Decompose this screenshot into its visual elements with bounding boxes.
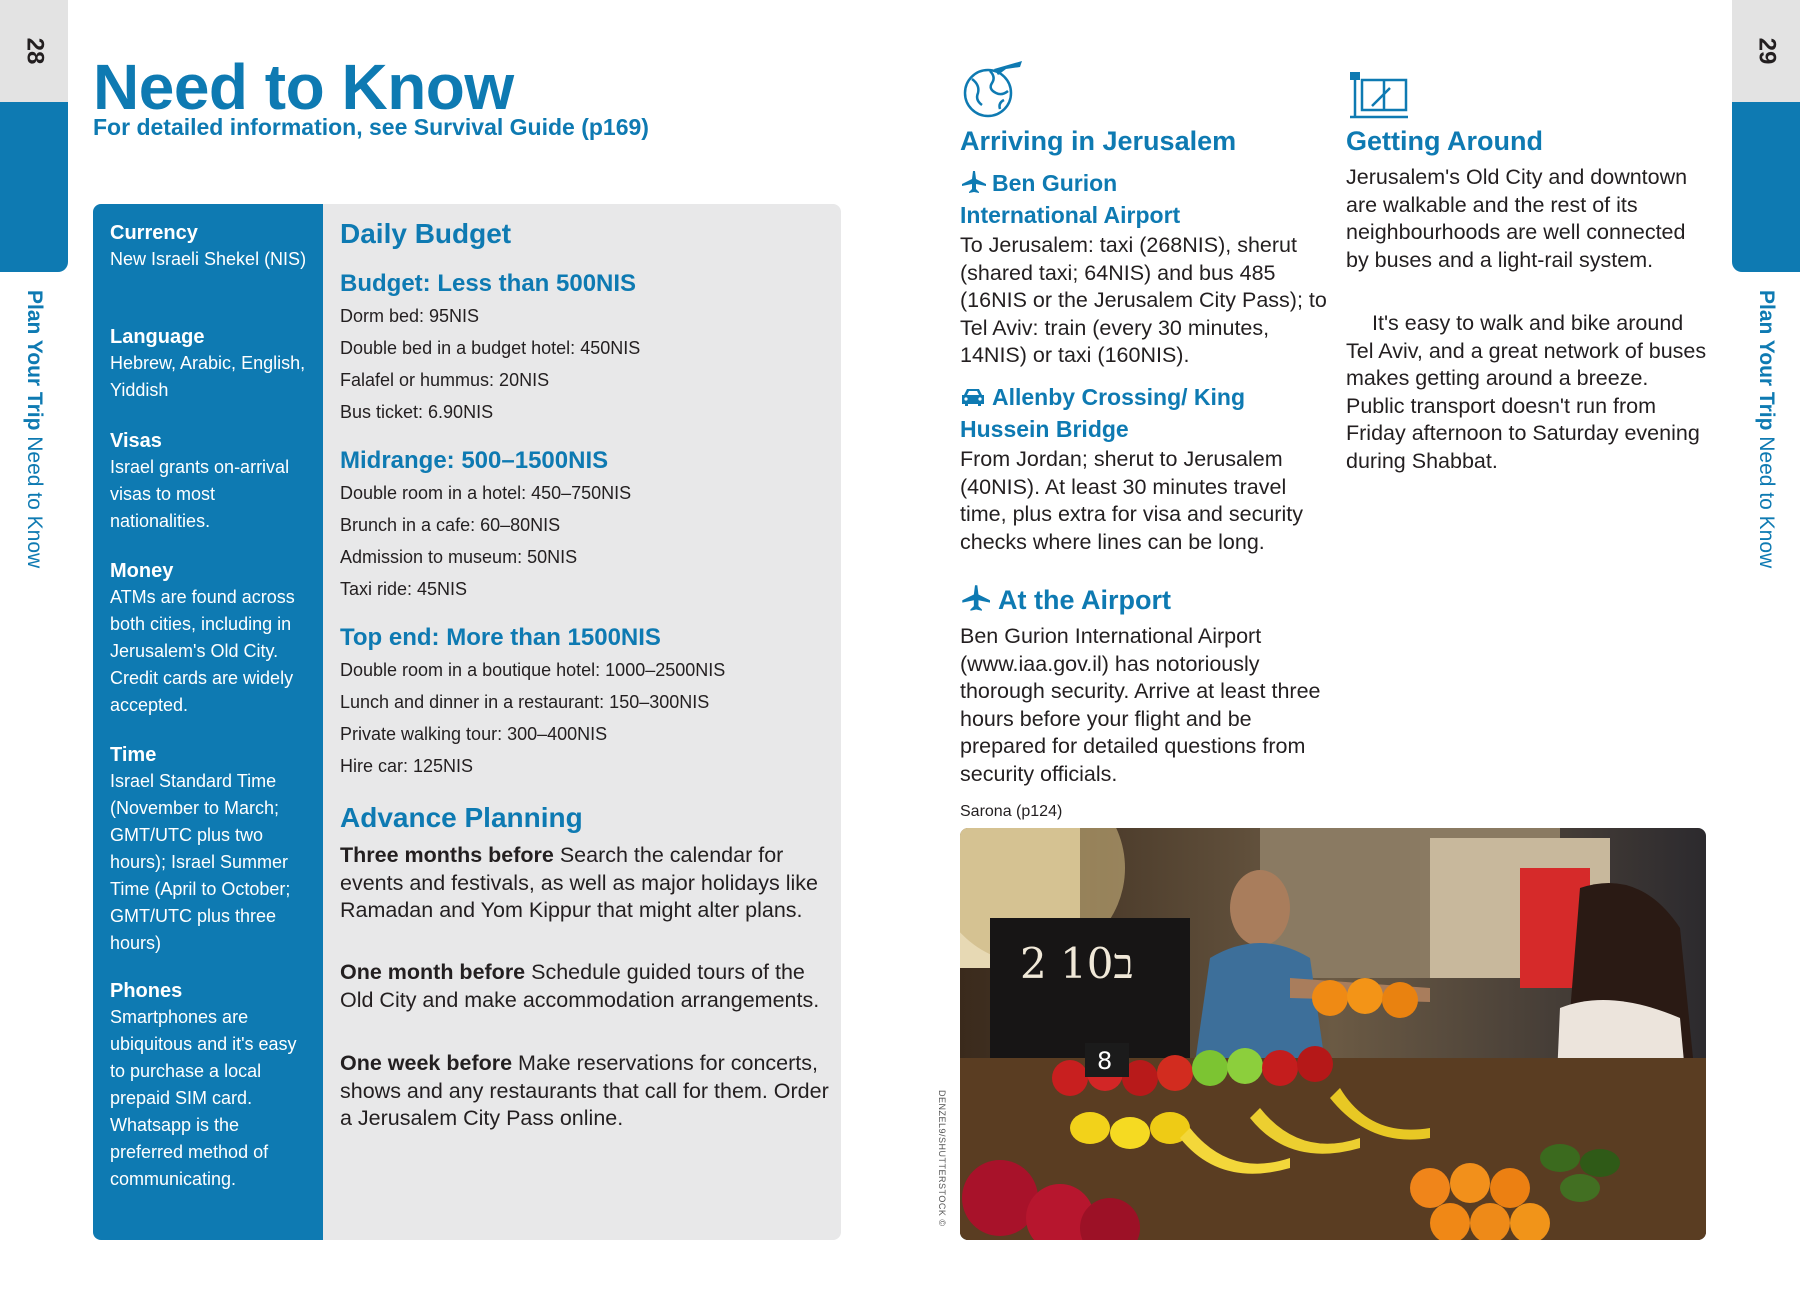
page-title: Need to Know — [93, 51, 514, 123]
section-tab-left — [0, 102, 68, 272]
airport-text: To Jerusalem: taxi (268NIS), sherut (shared taxi; 64NIS) and bus 485 (16NIS or the Jerusalem City Pass); to Tel Aviv: train (every 30 minutes, 14NIS) or taxi (160NIS). — [960, 233, 1327, 367]
price-sign-text: 2 ב10 — [1020, 939, 1134, 988]
fact-money: Money ATMs are found across both cities, including in Jerusalem's Old City. Credit cards are widely accepted. — [110, 560, 295, 715]
planning-entry: Three months before Search the calendar for events and festivals, as well as major holidays like Ramadan and Yom Kippur that might alter plans. — [340, 843, 818, 922]
running-head-right: Plan Your Trip Need to Know — [1755, 290, 1778, 569]
page-number-left: 28 — [0, 0, 68, 102]
section-tab-right — [1732, 102, 1800, 272]
photo-credit: DENZEL9/SHUTTERSTOCK © — [937, 1090, 947, 1227]
daily-budget-heading: Daily Budget — [340, 218, 512, 249]
fact-language: Language Hebrew, Arabic, English, Yiddish — [110, 326, 306, 400]
at-airport-text: Ben Gurion International Airport (www.iaa.gov.il) has notoriously thorough security. Arrive at least three hours before your flight and be prepared for detailed questions from security officials. — [960, 624, 1321, 786]
page-number-right: 29 — [1732, 0, 1800, 102]
plane-icon — [960, 170, 986, 200]
budget-tier-heading: Budget: Less than 500NIS — [340, 270, 637, 297]
fact-time: Time Israel Standard Time (November to March; GMT/UTC plus two hours); Israel Summer Time (April to October; GMT/UTC plus three hours) — [110, 744, 291, 953]
getting-around-para2: It's easy to walk and bike around Tel Aviv, and a great network of buses makes getting around a breeze. Public transport doesn't run from Friday afternoon to Saturday evening during Shabbat. — [1346, 311, 1707, 473]
info-box — [93, 204, 841, 1240]
price-tag-text: 8 — [1097, 1047, 1113, 1075]
planning-entry: One month before Schedule guided tours of the Old City and make accommodation arrangements. — [340, 960, 820, 1012]
crossing-text: From Jordan; sherut to Jerusalem (40NIS). At least 30 minutes travel time, plus extra for visa and security checks where lines can be long. — [960, 447, 1303, 554]
getting-around-para1: Jerusalem's Old City and downtown are walkable and the rest of its neighbourhoods are well connected by buses and a light-rail system. — [1346, 165, 1688, 272]
top-end-tier-list: Double room in a boutique hotel: 1000–2500NIS Lunch and dinner in a restaurant: 150–300NIS Private walking tour: 300–400NIS Hire car: 125NIS — [340, 660, 726, 776]
market-stall-illustration — [960, 828, 1706, 1240]
top-end-tier-heading: Top end: More than 1500NIS — [340, 624, 661, 651]
crossing-subheading: Allenby Crossing/ King Hussein Bridge — [960, 384, 1246, 442]
midrange-tier-list: Double room in a hotel: 450–750NIS Brunch in a cafe: 60–80NIS Admission to museum: 50NIS Taxi ride: 45NIS — [340, 483, 632, 599]
midrange-tier-heading: Midrange: 500–1500NIS — [340, 447, 609, 474]
arriving-heading: Arriving in Jerusalem — [960, 126, 1237, 156]
at-airport-heading: At the Airport — [960, 585, 1171, 618]
getting-around-heading: Getting Around — [1346, 126, 1543, 156]
page-subtitle: For detailed information, see Survival Guide (p169) — [93, 114, 649, 140]
advance-planning-heading: Advance Planning — [340, 802, 583, 833]
market-photo — [960, 828, 1706, 1240]
lemons — [1070, 1112, 1190, 1149]
budget-tier-list: Dorm bed: 95NIS Double bed in a budget hotel: 450NIS Falafel or hummus: 20NIS Bus ticket: 6.90NIS — [340, 306, 641, 422]
plane-icon — [960, 585, 990, 618]
fact-phones: Phones Smartphones are ubiquitous and it's easy to purchase a local prepaid SIM card. Whatsapp is the preferred method of communicating. — [110, 980, 297, 1189]
running-head-left: Plan Your Trip Need to Know — [23, 290, 46, 569]
tram-stop-icon — [1348, 70, 1410, 120]
airport-subheading: Ben Gurion International Airport — [960, 170, 1181, 228]
globe-plane-icon — [960, 55, 1026, 121]
planning-entry: One week before Make reservations for concerts, shows and any restaurants that call for them. Order a Jerusalem City Pass online. — [340, 1051, 829, 1130]
quick-facts-column — [93, 204, 323, 1240]
car-icon — [960, 384, 986, 414]
photo-caption: Sarona (p124) — [960, 803, 1063, 820]
fact-currency: Currency New Israeli Shekel (NIS) — [110, 222, 307, 269]
fact-visas: Visas Israel grants on-arrival visas to most nationalities. — [110, 430, 290, 531]
